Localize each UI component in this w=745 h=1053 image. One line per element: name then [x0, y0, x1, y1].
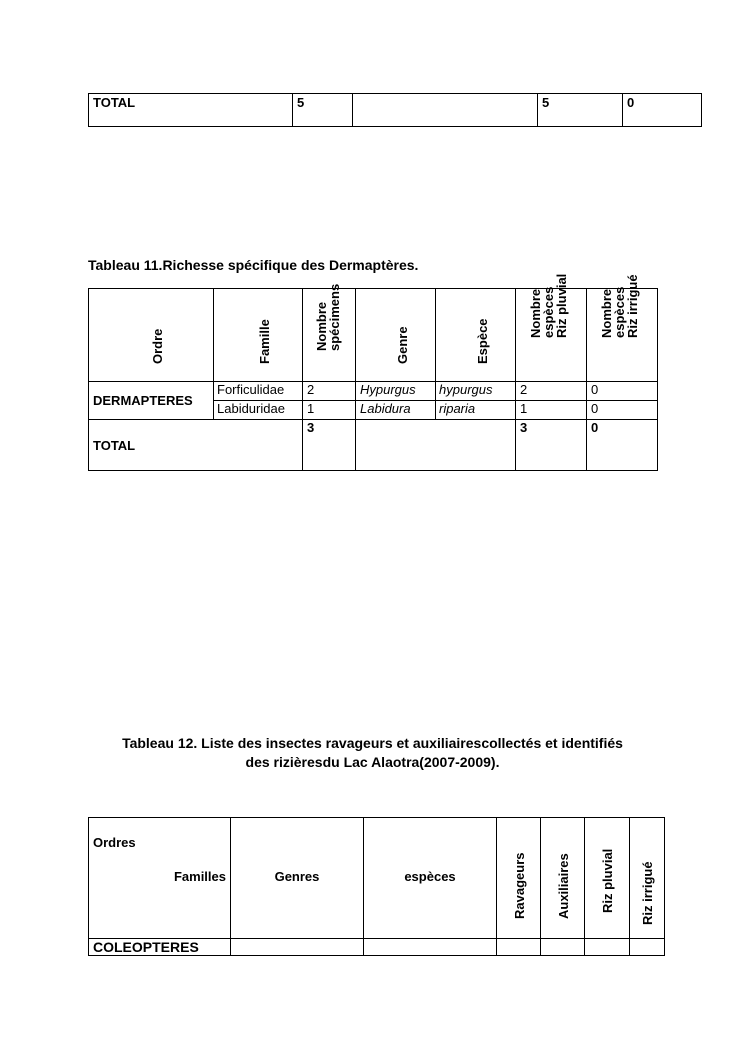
tableau12-header-auxiliaires [541, 818, 585, 939]
row2-pluvial: 1 [516, 401, 587, 420]
tableau11-header-espece [436, 289, 516, 382]
tableau11-caption: Tableau 11.Richesse spécifique des Dermaptères. [88, 257, 419, 273]
header-genres: Genres [274, 869, 320, 884]
tableau12-header-ravageurs [497, 818, 541, 939]
header-pluvial-line3: Riz pluvial [554, 273, 569, 338]
row2-irrigue: 0 [587, 401, 658, 420]
tableau12-table [88, 817, 665, 956]
row2-espece: riparia [436, 401, 516, 420]
table-row [89, 939, 665, 956]
tableau11-header-genre [356, 289, 436, 382]
header-familles: Familles [173, 869, 226, 884]
row2-famille: Labiduridae [214, 401, 303, 420]
tableau12-header-genres [231, 818, 364, 939]
top-total-col3 [353, 94, 538, 127]
tableau11-header-ordre [89, 289, 214, 382]
tableau12-first-row-ordre: COLEOPTERES [89, 939, 231, 956]
row2-specimens: 1 [303, 401, 356, 420]
header-irrigue-line2: espèces [612, 286, 627, 338]
tableau11-total-row [89, 420, 658, 471]
row1-famille: Forficulidae [214, 382, 303, 401]
tableau11-header-row [89, 289, 658, 382]
header-ordres: Ordres [93, 835, 136, 850]
top-total-table [88, 93, 702, 127]
row1-irrigue: 0 [587, 382, 658, 401]
tableau11-header-famille [214, 289, 303, 382]
header-pluvial-line1: Nombre [528, 288, 543, 338]
header-ravageurs-text: Ravageurs [511, 852, 527, 919]
tableau11-header-specimens [303, 283, 356, 382]
row1-genre: Hypurgus [356, 382, 436, 401]
tableau12-header-especes [364, 818, 497, 939]
top-total-label: TOTAL [89, 94, 293, 127]
header-irrigue-line3: Riz irrigué [625, 274, 640, 338]
tableau12-caption-line2: des rizièresdu Lac Alaotra(2007-2009). [245, 754, 500, 770]
tableau12-header-row [89, 818, 665, 939]
tableau12-empty-cell [231, 939, 364, 956]
top-total-col5: 0 [623, 94, 702, 127]
top-total-col2: 5 [293, 94, 353, 127]
header-pluvial-line2: espèces [541, 286, 556, 338]
top-total-col4: 5 [538, 94, 623, 127]
tableau11-total-label: TOTAL [89, 420, 303, 471]
header-auxiliaires-text: Auxiliaires [555, 853, 571, 919]
tableau11-total-specimens: 3 [303, 420, 356, 471]
tableau11-total-pluvial: 3 [516, 420, 587, 471]
header-genre-text: Genre [394, 326, 410, 364]
header-espece-text: Espèce [474, 318, 490, 364]
row1-pluvial: 2 [516, 382, 587, 401]
header-specimens-line2: spécimens [327, 283, 342, 351]
tableau11-header-irrigue [587, 274, 658, 382]
header-riz-pluvial-text: Riz pluvial [600, 848, 615, 913]
tableau12-caption [60, 734, 685, 772]
tableau11-ordre-value: DERMAPTERES [89, 382, 214, 420]
header-famille-text: Famille [257, 319, 272, 364]
row1-specimens: 2 [303, 382, 356, 401]
header-specimens-line1: Nombre [314, 301, 329, 351]
tableau12-caption-line1: Tableau 12. Liste des insectes ravageurs et auxiliairescollectés et identifiés [122, 735, 623, 751]
row1-espece: hypurgus [436, 382, 516, 401]
table-row [89, 382, 658, 401]
tableau12-empty-cell [585, 939, 630, 956]
tableau11-total-empty [356, 420, 516, 471]
header-riz-irrigue-text: Riz irrigué [640, 861, 655, 925]
header-ordre-text: Ordre [150, 328, 165, 364]
tableau11-table [88, 273, 658, 471]
tableau12-empty-cell [364, 939, 497, 956]
tableau12-empty-cell [630, 939, 665, 956]
tableau12-header-riz-pluvial [585, 818, 630, 939]
tableau12-header-ordres-familles [89, 818, 231, 939]
tableau12-empty-cell [541, 939, 585, 956]
header-irrigue-line1: Nombre [599, 288, 614, 338]
row2-genre: Labidura [356, 401, 436, 420]
tableau11-header-pluvial [516, 273, 587, 382]
header-especes: espèces [404, 869, 456, 884]
tableau12-empty-cell [497, 939, 541, 956]
tableau12-header-riz-irrigue [630, 818, 665, 939]
tableau11-total-irrigue: 0 [587, 420, 658, 471]
